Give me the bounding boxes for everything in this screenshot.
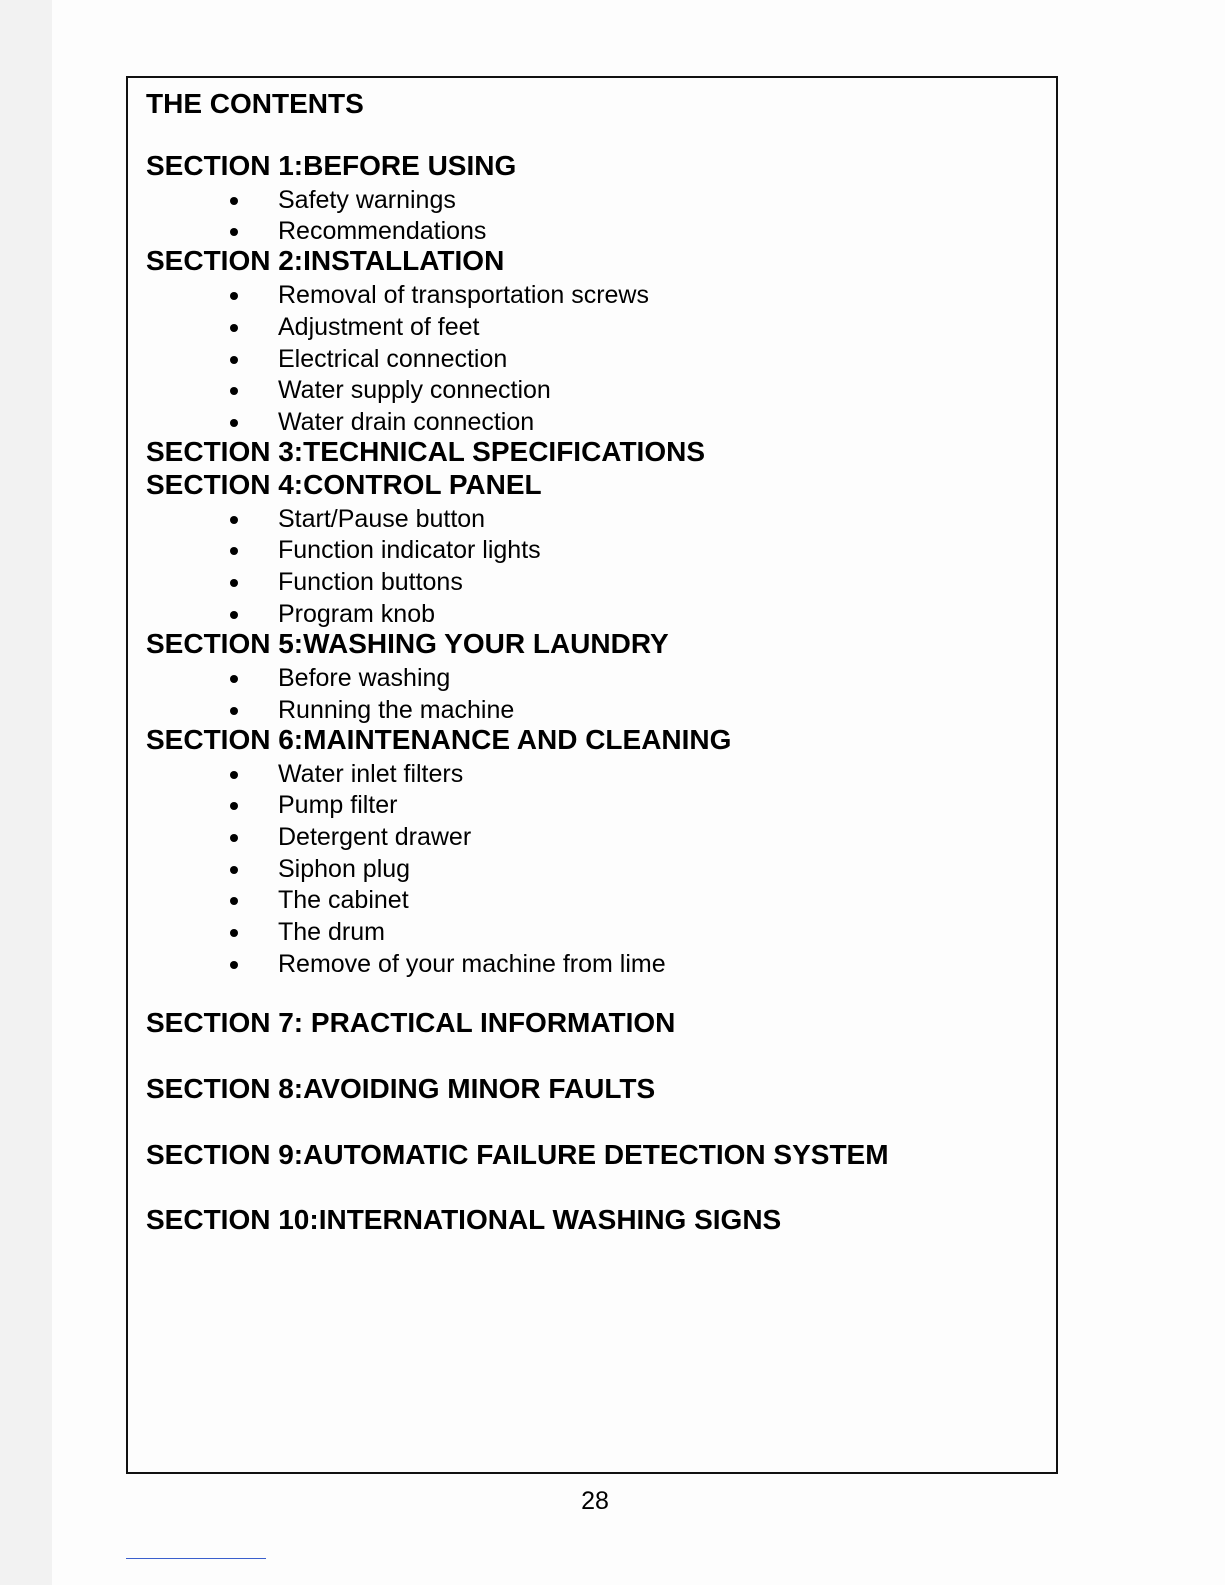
page-number: 28 [581, 1487, 609, 1515]
list-item: Removal of transportation screws [278, 281, 649, 309]
list-item: Running the machine [278, 696, 515, 724]
bullet-icon [230, 228, 238, 236]
section-heading-9: SECTION 9:AUTOMATIC FAILURE DETECTION SYSTEM [146, 1139, 889, 1170]
bullet-icon [230, 579, 238, 587]
list-item: Pump filter [278, 791, 398, 819]
list-item: Safety warnings [278, 186, 456, 214]
list-item: Water inlet filters [278, 760, 464, 788]
section-heading-5: SECTION 5:WASHING YOUR LAUNDRY [146, 628, 669, 659]
bullet-icon [230, 292, 238, 300]
bullet-icon [230, 387, 238, 395]
footnote-separator [126, 1558, 266, 1559]
bullet-icon [230, 419, 238, 427]
bullet-icon [230, 611, 238, 619]
section-heading-1: SECTION 1:BEFORE USING [146, 150, 517, 181]
section-heading-7: SECTION 7: PRACTICAL INFORMATION [146, 1007, 676, 1038]
list-item: Electrical connection [278, 345, 508, 373]
list-item: Adjustment of feet [278, 313, 480, 341]
bullet-icon [230, 834, 238, 842]
page-margin [0, 0, 52, 1585]
section-heading-4: SECTION 4:CONTROL PANEL [146, 469, 542, 500]
page-title: THE CONTENTS [146, 88, 364, 119]
list-item: The cabinet [278, 886, 409, 914]
section-heading-10: SECTION 10:INTERNATIONAL WASHING SIGNS [146, 1204, 782, 1235]
bullet-icon [230, 516, 238, 524]
bullet-icon [230, 197, 238, 205]
section-heading-6: SECTION 6:MAINTENANCE AND CLEANING [146, 724, 732, 755]
section-heading-8: SECTION 8:AVOIDING MINOR FAULTS [146, 1073, 656, 1104]
list-item: Start/Pause button [278, 505, 486, 533]
bullet-icon [230, 707, 238, 715]
list-item: Program knob [278, 600, 436, 628]
bullet-icon [230, 356, 238, 364]
list-item: Remove of your machine from lime [278, 950, 666, 978]
list-item: Before washing [278, 664, 451, 692]
list-item: Function indicator lights [278, 536, 541, 564]
list-item: Function buttons [278, 568, 463, 596]
list-item: Water supply connection [278, 376, 551, 404]
bullet-icon [230, 897, 238, 905]
bullet-icon [230, 675, 238, 683]
list-item: Siphon plug [278, 855, 411, 883]
bullet-icon [230, 961, 238, 969]
bullet-icon [230, 771, 238, 779]
list-item: Water drain connection [278, 408, 535, 436]
list-item: Detergent drawer [278, 823, 472, 851]
bullet-icon [230, 324, 238, 332]
bullet-icon [230, 866, 238, 874]
bullet-icon [230, 802, 238, 810]
bullet-icon [230, 547, 238, 555]
list-item: Recommendations [278, 217, 487, 245]
section-heading-3: SECTION 3:TECHNICAL SPECIFICATIONS [146, 436, 706, 467]
list-item: The drum [278, 918, 385, 946]
section-heading-2: SECTION 2:INSTALLATION [146, 245, 505, 276]
bullet-icon [230, 929, 238, 937]
